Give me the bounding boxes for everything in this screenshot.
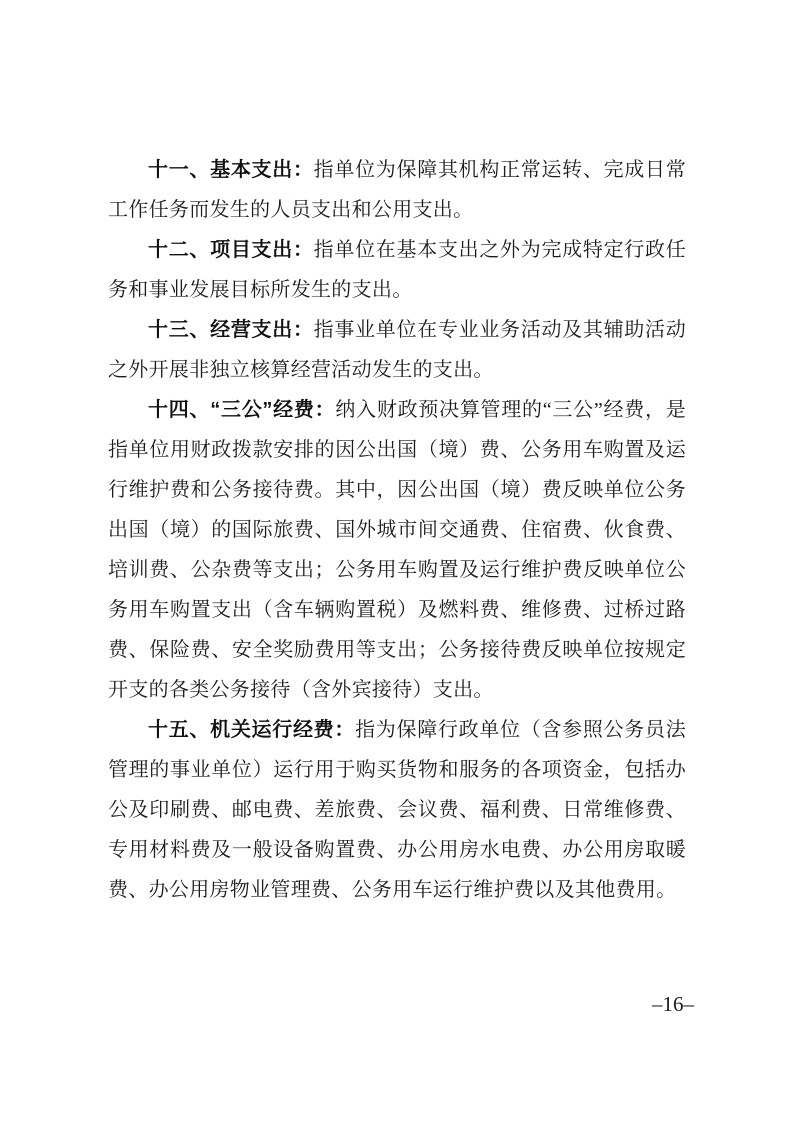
definition-text: 指单位在基本支出之外为完成特定行政任务和事业发展目标所发生的支出。 bbox=[108, 239, 686, 301]
term-label: 十四、“三公”经费： bbox=[148, 399, 336, 421]
definition-text: 指单位为保障其机构正常运转、完成日常工作任务而发生的人员支出和公用支出。 bbox=[108, 159, 686, 221]
term-label: 十一、基本支出： bbox=[148, 159, 314, 181]
definition-text: 纳入财政预决算管理的“三公”经费，是指单位用财政拨款安排的因公出国（境）费、公务用车购置及运行维护费和公务接待费。其中，因公出国（境）费反映单位公务出国（境）的国际旅费、国外城市间交通费、住宿费、伙食费、培训费、公杂费等支出；公务用车购置及运行维护费反映单位公务用车购置支出（含车辆购置税）及燃料费、维修费、过桥过路费、保险费、安全奖励费用等支出；公务接待费反映单位按规定开支的各类公务接待（含外宾接待）支出。 bbox=[108, 399, 687, 701]
term-label: 十三、经营支出： bbox=[148, 319, 314, 341]
definition-text: 指为保障行政单位（含参照公务员法管理的事业单位）运行用于购买货物和服务的各项资金，包括办公及印刷费、邮电费、差旅费、会议费、福利费、日常维修费、专用材料费及一般设备购置费、办公用房水电费、办公用房取暖费、办公用房物业管理费、公务用车运行维护费以及其他费用。 bbox=[108, 719, 686, 901]
definition-paragraph bbox=[108, 310, 686, 390]
definition-paragraph bbox=[108, 710, 686, 910]
definition-paragraph bbox=[108, 230, 686, 310]
term-label: 十五、机关运行经费： bbox=[148, 719, 356, 741]
definition-text: 指事业单位在专业业务活动及其辅助活动之外开展非独立核算经营活动发生的支出。 bbox=[108, 319, 686, 381]
definition-paragraph bbox=[108, 150, 686, 230]
term-label: 十二、项目支出： bbox=[148, 239, 314, 261]
definition-paragraph bbox=[108, 390, 686, 710]
page-number: –16– bbox=[652, 992, 694, 1016]
text-content bbox=[108, 150, 686, 910]
